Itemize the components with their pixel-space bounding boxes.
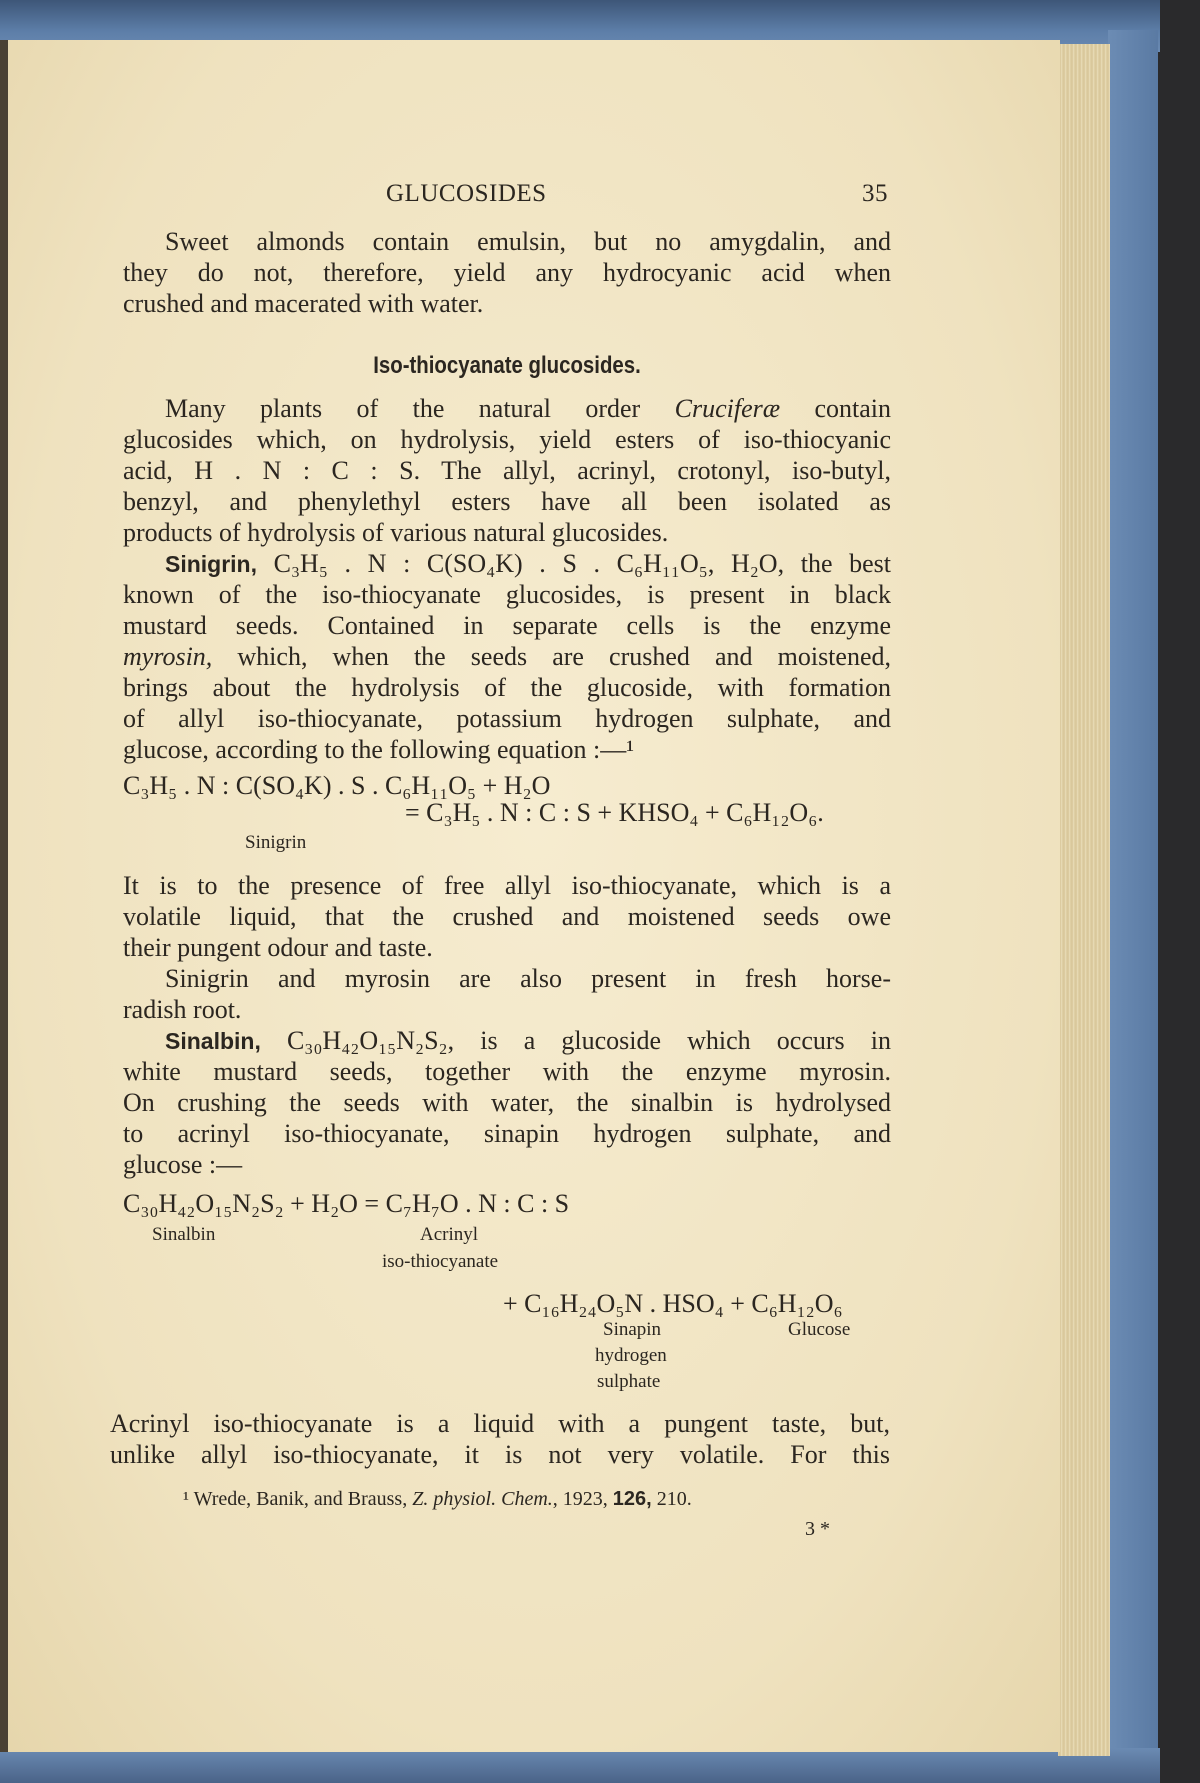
text-line: mustard seeds. Contained in separate cells is the enzyme: [123, 611, 891, 640]
text-line: On crushing the seeds with water, the sinalbin is hydrolysed: [123, 1088, 891, 1117]
book-cover-right: [1108, 30, 1158, 1770]
text-line: their pungent odour and taste.: [123, 933, 433, 962]
equation-label: hydrogen: [595, 1345, 667, 1366]
run-in-heading: Sinigrin,: [165, 551, 257, 577]
text-line: glucose, according to the following equation :—¹: [123, 735, 635, 764]
text-line: Sweet almonds contain emulsin, but no amygdalin, and: [165, 227, 891, 256]
italic-term: Cruciferæ: [674, 394, 781, 423]
text-line: [165, 549, 891, 579]
page-edges: [1058, 44, 1110, 1756]
text: 210.: [651, 1488, 692, 1510]
text: C₃₀H₄₂O₁₅N₂S₂, is a glucoside which occurs in: [260, 1026, 891, 1055]
text: , 1923,: [552, 1488, 613, 1510]
section-heading: Iso-thiocyanate glucosides.: [373, 352, 641, 379]
text-line: Sinigrin and myrosin are also present in fresh horse-: [165, 964, 891, 993]
text-line: It is to the presence of free allyl iso-thiocyanate, which is a: [123, 871, 891, 900]
text-line: benzyl, and phenylethyl esters have all been isolated as: [123, 487, 891, 516]
text: Many plants of the natural order: [165, 394, 675, 423]
text-line: products of hydrolysis of various natural glucosides.: [123, 518, 669, 547]
equation-line: C₃H₅ . N : C(SO₄K) . S . C₆H₁₁O₅ + H₂O: [123, 771, 551, 800]
signature-mark: 3 *: [805, 1518, 830, 1540]
text-line: acid, H . N : C : S. The allyl, acrinyl, crotonyl, iso-butyl,: [123, 456, 891, 485]
page-number: 35: [862, 180, 888, 207]
text-line: unlike allyl iso-thiocyanate, it is not very volatile. For this: [110, 1440, 890, 1469]
equation-label: sulphate: [597, 1371, 661, 1392]
text-line: they do not, therefore, yield any hydrocyanic acid when: [123, 258, 891, 287]
text-line: to acrinyl iso-thiocyanate, sinapin hydrogen sulphate, and: [123, 1119, 891, 1148]
text-line: of allyl iso-thiocyanate, potassium hydrogen sulphate, and: [123, 704, 891, 733]
text-line: glucose :—: [123, 1150, 243, 1179]
text: contain: [780, 394, 892, 423]
book-cover-bottom: [0, 1748, 1160, 1783]
footnote: [183, 1488, 692, 1511]
text-line: [165, 1026, 891, 1056]
equation-label: Glucose: [788, 1319, 851, 1340]
text-line: white mustard seeds, together with the enzyme myrosin.: [123, 1057, 891, 1086]
running-head: GLUCOSIDES: [386, 180, 547, 207]
equation-label: Acrinyl: [420, 1224, 479, 1245]
text-line: [123, 642, 891, 672]
text-line: radish root.: [123, 995, 242, 1024]
text-line: volatile liquid, that the crushed and moistened seeds owe: [123, 902, 891, 931]
text: ¹ Wrede, Banik, and Brauss,: [183, 1488, 413, 1510]
text-line: Acrinyl iso-thiocyanate is a liquid with a pungent taste, but,: [110, 1409, 890, 1438]
text-line: crushed and macerated with water.: [123, 289, 484, 318]
equation-label: Sinalbin: [152, 1224, 216, 1245]
text: which, when the seeds are crushed and moistened,: [212, 642, 891, 671]
text: C₃H₅ . N : C(SO₄K) . S . C₆H₁₁O₅, H₂O, the best: [257, 549, 891, 578]
equation-line: + C₁₆H₂₄O₅N . HSO₄ + C₆H₁₂O₆: [503, 1289, 843, 1318]
equation-label: iso-thiocyanate: [382, 1251, 499, 1272]
text-line: [165, 394, 891, 424]
volume: 126,: [612, 1488, 652, 1510]
text-line: brings about the hydrolysis of the glucoside, with formation: [123, 673, 891, 702]
equation-line: C₃₀H₄₂O₁₅N₂S₂ + H₂O = C₇H₇O . N : C : S: [123, 1189, 570, 1218]
text-line: glucosides which, on hydrolysis, yield esters of iso-thiocyanic: [123, 425, 891, 454]
text-line: known of the iso-thiocyanate glucosides, is present in black: [123, 580, 891, 609]
journal-title: Z. physiol. Chem.: [412, 1488, 553, 1510]
italic-term: myrosin,: [123, 642, 213, 671]
equation-label: Sinigrin: [245, 832, 307, 853]
equation-label: Sinapin: [603, 1319, 662, 1340]
equation-line: = C₃H₅ . N : C : S + KHSO₄ + C₆H₁₂O₆.: [405, 798, 824, 827]
run-in-heading: Sinalbin,: [165, 1028, 261, 1054]
